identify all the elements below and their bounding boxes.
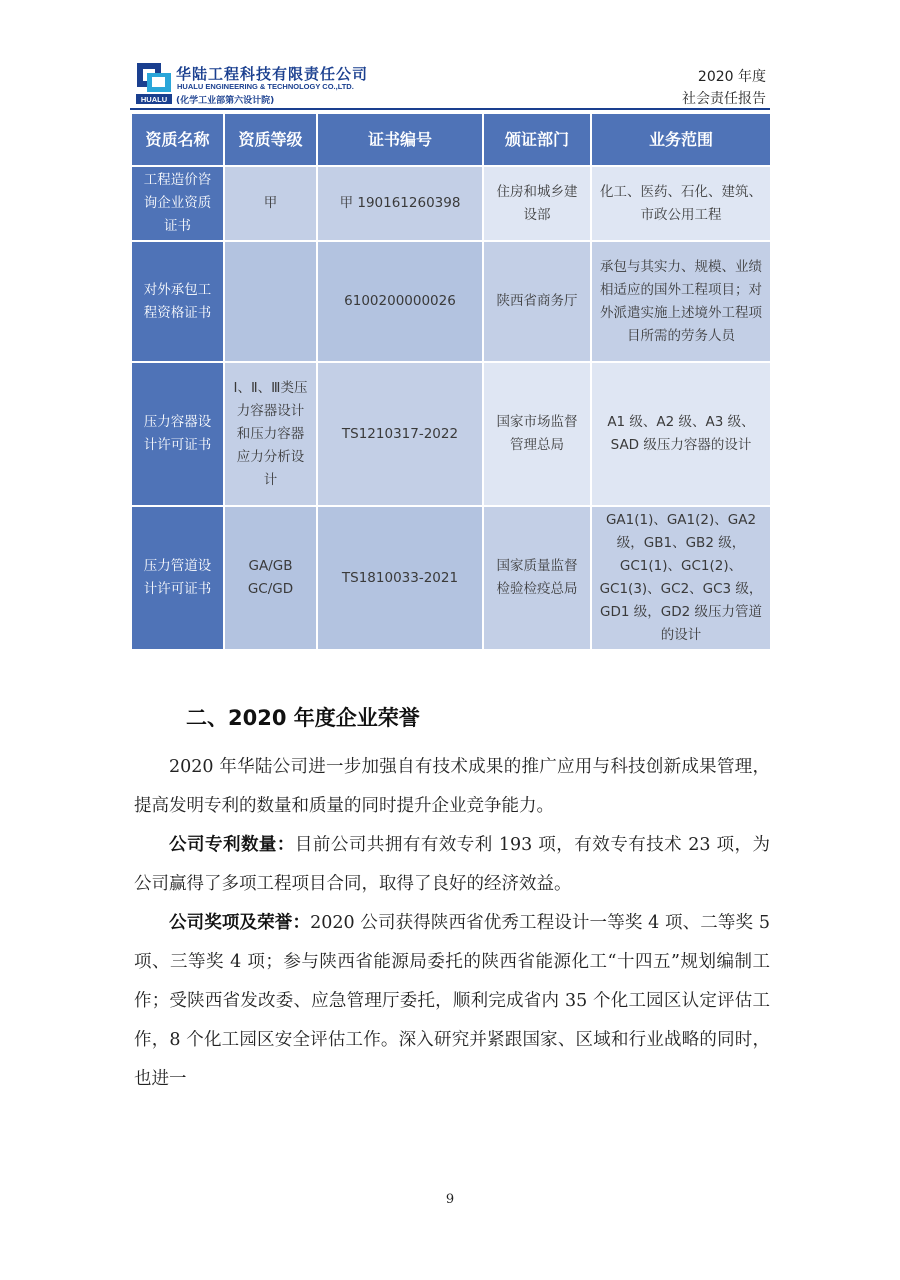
cell-scope: 化工、医药、石化、建筑、市政公用工程 (591, 166, 771, 241)
page-header (0, 0, 900, 110)
cell-number: 6100200000026 (317, 241, 483, 362)
cell-number: TS1210317-2022 (317, 362, 483, 506)
cell-level: Ⅰ、Ⅱ、Ⅲ类压力容器设计和压力容器应力分析设计 (224, 362, 317, 506)
hualu-logo-icon (136, 62, 172, 104)
header-qualification-level: 资质等级 (224, 113, 317, 166)
table-row (131, 506, 771, 650)
cell-number: 甲 190161260398 (317, 166, 483, 241)
awards-lead: 公司奖项及荣誉： (169, 913, 311, 933)
cell-department: 陕西省商务厅 (483, 241, 591, 362)
cell-number: TS1810033-2021 (317, 506, 483, 650)
header-divider (130, 108, 770, 110)
report-name: 社会责任报告 (682, 91, 766, 107)
cell-name: 工程造价咨询企业资质证书 (131, 166, 224, 241)
logo-text: HUALU (140, 95, 168, 104)
company-subtitle: (化学工业部第六设计院) (176, 96, 275, 106)
body-text (134, 748, 770, 1099)
cell-scope: 承包与其实力、规模、业绩相适应的国外工程项目；对外派遣实施上述境外工程项目所需的劳务人员 (591, 241, 771, 362)
cell-department: 国家市场监督管理总局 (483, 362, 591, 506)
cell-name: 对外承包工程资格证书 (131, 241, 224, 362)
table-row (131, 362, 771, 506)
header-business-scope: 业务范围 (591, 113, 771, 166)
table-row (131, 166, 771, 241)
cell-scope: GA1(1)、GA1(2)、GA2 级，GB1、GB2 级，GC1(1)、GC1(2)、GC1(3)、GC2、GC3 级，GD1 级，GD2 级压力管道的设计 (591, 506, 771, 650)
header-issuing-department: 颁证部门 (483, 113, 591, 166)
cell-level: GA/GB GC/GD (224, 506, 317, 650)
qualification-table (130, 112, 772, 651)
awards-paragraph (134, 904, 770, 1099)
table-header-row (131, 113, 771, 166)
patent-lead: 公司专利数量： (169, 835, 295, 855)
company-name-en: HUALU ENGINEERING & TECHNOLOGY CO.,LTD. (177, 82, 354, 91)
page-number: 9 (445, 1192, 455, 1207)
header-qualification-name: 资质名称 (131, 113, 224, 166)
table-row (131, 241, 771, 362)
awards-text: 2020 公司获得陕西省优秀工程设计一等奖 4 项、二等奖 5 项、三等奖 4 项；参与陕西省能源局委托的陕西省能源化工“十四五”规划编制工作；受陕西省发改委、应急管理厅委托，顺利完成省内 35 个化工园区认定评估工作，8 个化工园区安全评估工作。深入研究并紧跟国家、区域和行业战略的同时，也进一 (134, 913, 770, 1089)
header-certificate-number: 证书编号 (317, 113, 483, 166)
cell-scope: A1 级、A2 级、A3 级、SAD 级压力容器的设计 (591, 362, 771, 506)
section-title: 二、2020 年度企业荣誉 (186, 706, 420, 730)
intro-paragraph: 2020 年华陆公司进一步加强自有技术成果的推广应用与科技创新成果管理，提高发明专利的数量和质量的同时提升企业竞争能力。 (134, 757, 770, 816)
cell-department: 住房和城乡建设部 (483, 166, 591, 241)
patent-paragraph (134, 826, 770, 904)
cell-level (224, 241, 317, 362)
cell-level: 甲 (224, 166, 317, 241)
cell-name: 压力管道设计许可证书 (131, 506, 224, 650)
company-name-cn: 华陆工程科技有限责任公司 (176, 65, 369, 83)
report-year: 2020 年度 (697, 69, 766, 85)
cell-department: 国家质量监督检验检疫总局 (483, 506, 591, 650)
cell-name: 压力容器设计许可证书 (131, 362, 224, 506)
patent-text: 目前公司共拥有有效专利 193 项，有效专有技术 23 项，为公司赢得了多项工程项目合同，取得了良好的经济效益。 (134, 835, 771, 894)
